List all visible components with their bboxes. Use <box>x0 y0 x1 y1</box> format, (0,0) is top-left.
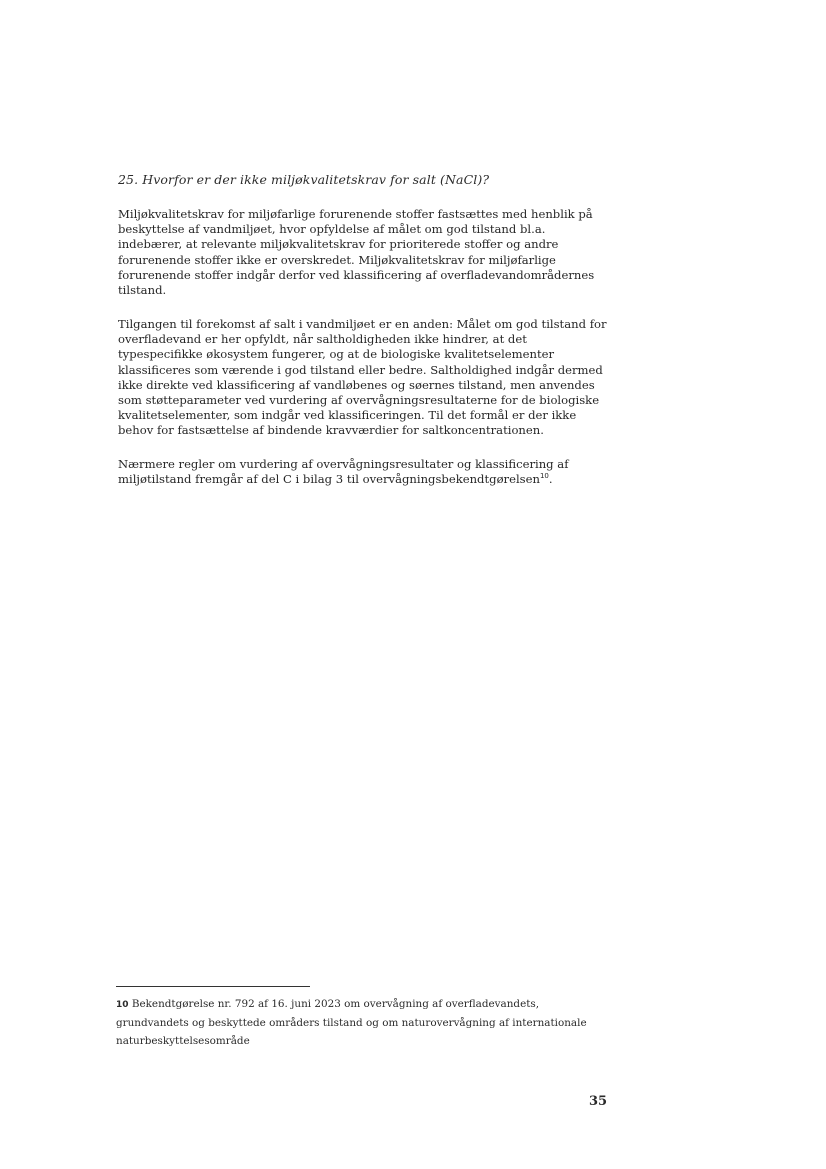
text-line: forurenende stoffer indgår derfor ved klassificering af overfladevandområdernes <box>118 267 595 282</box>
text-line: tilstand. <box>118 283 167 298</box>
paragraph-1 <box>118 207 618 298</box>
footnote-line: naturbeskyttelsesområde <box>116 1035 250 1047</box>
text-line: ikke direkte ved klassificering af vandløbenes og søernes tilstand, men anvendes <box>118 377 595 392</box>
footnote-number: 10 <box>116 1000 129 1010</box>
text-line: som støtteparameter ved vurdering af overvågningsresultaterne for de biologiske <box>118 393 600 408</box>
text-line: Nærmere regler om vurdering af overvågningsresultater og klassificering af <box>118 457 569 471</box>
page-number: 35 <box>589 1094 608 1109</box>
text-line: beskyttelse af vandmiljøet, hvor opfyldelse af målet om god tilstand bl.a. <box>118 222 546 237</box>
text-line: forurenende stoffer ikke er overskredet. Miljøkvalitetskrav for miljøfarlige <box>118 252 556 267</box>
paragraph-3 <box>118 457 618 487</box>
text-line: behov for fastsættelse af bindende kravværdier for saltkoncentrationen. <box>118 423 544 438</box>
text-line-with-footnote <box>118 472 618 487</box>
footnote-text: Bekendtgørelse nr. 792 af 16. juni 2023 om overvågning af overfladevandets, <box>131 998 540 1010</box>
text-line: kvalitetselementer, som indgår ved klassificeringen. Til det formål er der ikke <box>118 408 577 423</box>
footnote-reference[interactable]: 10 <box>539 472 549 481</box>
text-line: miljøtilstand fremgår af del C i bilag 3 til overvågningsbekendtgørelsen <box>118 472 540 487</box>
text-line: Miljøkvalitetskrav for miljøfarlige forurenende stoffer fastsættes med henblik på <box>118 207 593 221</box>
footnote-separator <box>116 986 310 987</box>
paragraph-2 <box>118 317 618 439</box>
footnote-line <box>116 995 616 1014</box>
text-line: Tilgangen til forekomst af salt i vandmiljøet er en anden: Målet om god tilstand for <box>118 317 607 331</box>
sentence-end: . <box>548 472 553 487</box>
footnote <box>116 995 616 1050</box>
text-line: typespecifikke økosystem fungerer, og at de biologiske kvalitetselementer <box>118 347 555 362</box>
text-line: overfladevand er her opfyldt, når saltholdigheden ikke hindrer, at det <box>118 332 527 347</box>
text-line: klassificeres som værende i god tilstand eller bedre. Saltholdighed indgår dermed <box>118 362 603 377</box>
footnote-line: grundvandets og beskyttede områders tilstand og om naturovervågning af internationale <box>116 1017 587 1029</box>
section-heading: 25. Hvorfor er der ikke miljøkvalitetskrav for salt (NaCl)? <box>118 172 490 187</box>
text-line: indebærer, at relevante miljøkvalitetskrav for prioriterede stoffer og andre <box>118 237 559 252</box>
